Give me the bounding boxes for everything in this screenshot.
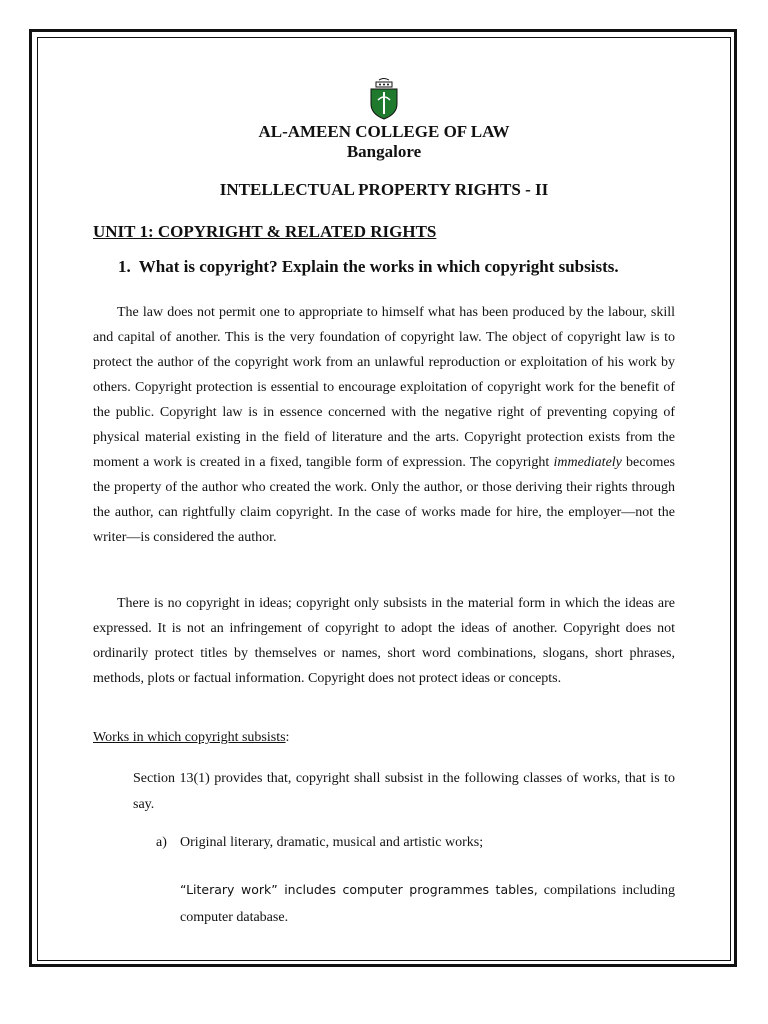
list-item-text: Original literary, dramatic, musical and artistic works;	[180, 835, 484, 850]
emphasis-text: immediately	[553, 455, 622, 470]
college-crest-logo	[367, 78, 401, 120]
question-number: 1.	[118, 257, 131, 276]
paragraph-text: The law does not permit one to appropriate to himself what has been produced by the labour, skill and capital of another. This is the very foundation of copyright law. The object of copyright law is to protect the author of the copyright work from an unlawful reproduction or exploitation of his work by others. Copyright protection is essential to encourage exploitation of copyright work for the benefit of the public. Copyright law is in essence concerned with the negative right of preventing copying of physical material existing in the field of literature and the arts. Copyright protection exists from the moment a work is created in a fixed, tangible form of expression. The copyright	[93, 305, 675, 470]
course-title: INTELLECTUAL PROPERTY RIGHTS - II	[219, 180, 549, 199]
works-subheading-colon: :	[285, 730, 290, 745]
list-item-marker: a)	[156, 835, 167, 850]
paragraph-copyright-intro	[93, 300, 675, 550]
question-heading	[118, 257, 619, 277]
section-13-text: Section 13(1) provides that, copyright shall subsist in the following classes of works, that is to say.	[133, 771, 675, 812]
works-subheading	[93, 730, 289, 746]
literary-work-definition: “Literary work” includes computer programmes tables,	[180, 882, 538, 897]
literary-work-note	[180, 876, 675, 931]
unit-heading: UNIT 1: COPYRIGHT & RELATED RIGHTS	[93, 222, 437, 241]
list-item	[156, 835, 483, 851]
question-text: What is copyright? Explain the works in which copyright subsists.	[138, 257, 619, 276]
literary-work-rest: compilations including computer database.	[180, 883, 675, 925]
paragraph-text: becomes the property of the author who created the work. Only the author, or those deriving their rights through the author, can rightfully claim copyright. In the case of works made for hire, the employer—not the writer—is considered the author.	[93, 455, 676, 545]
works-subheading-label: Works in which copyright subsists	[93, 730, 286, 745]
college-city: Bangalore	[346, 142, 422, 161]
paragraph-ideas: There is no copyright in ideas; copyright only subsists in the material form in which the ideas are expressed. It is not an infringement of copyright to adopt the ideas of another. Copyright does not ordinarily protect titles by themselves or names, short word combinations, slogans, short phrases, methods, plots or factual information. Copyright does not protect ideas or concepts.	[93, 596, 675, 686]
college-name: AL-AMEEN COLLEGE OF LAW	[258, 122, 510, 141]
